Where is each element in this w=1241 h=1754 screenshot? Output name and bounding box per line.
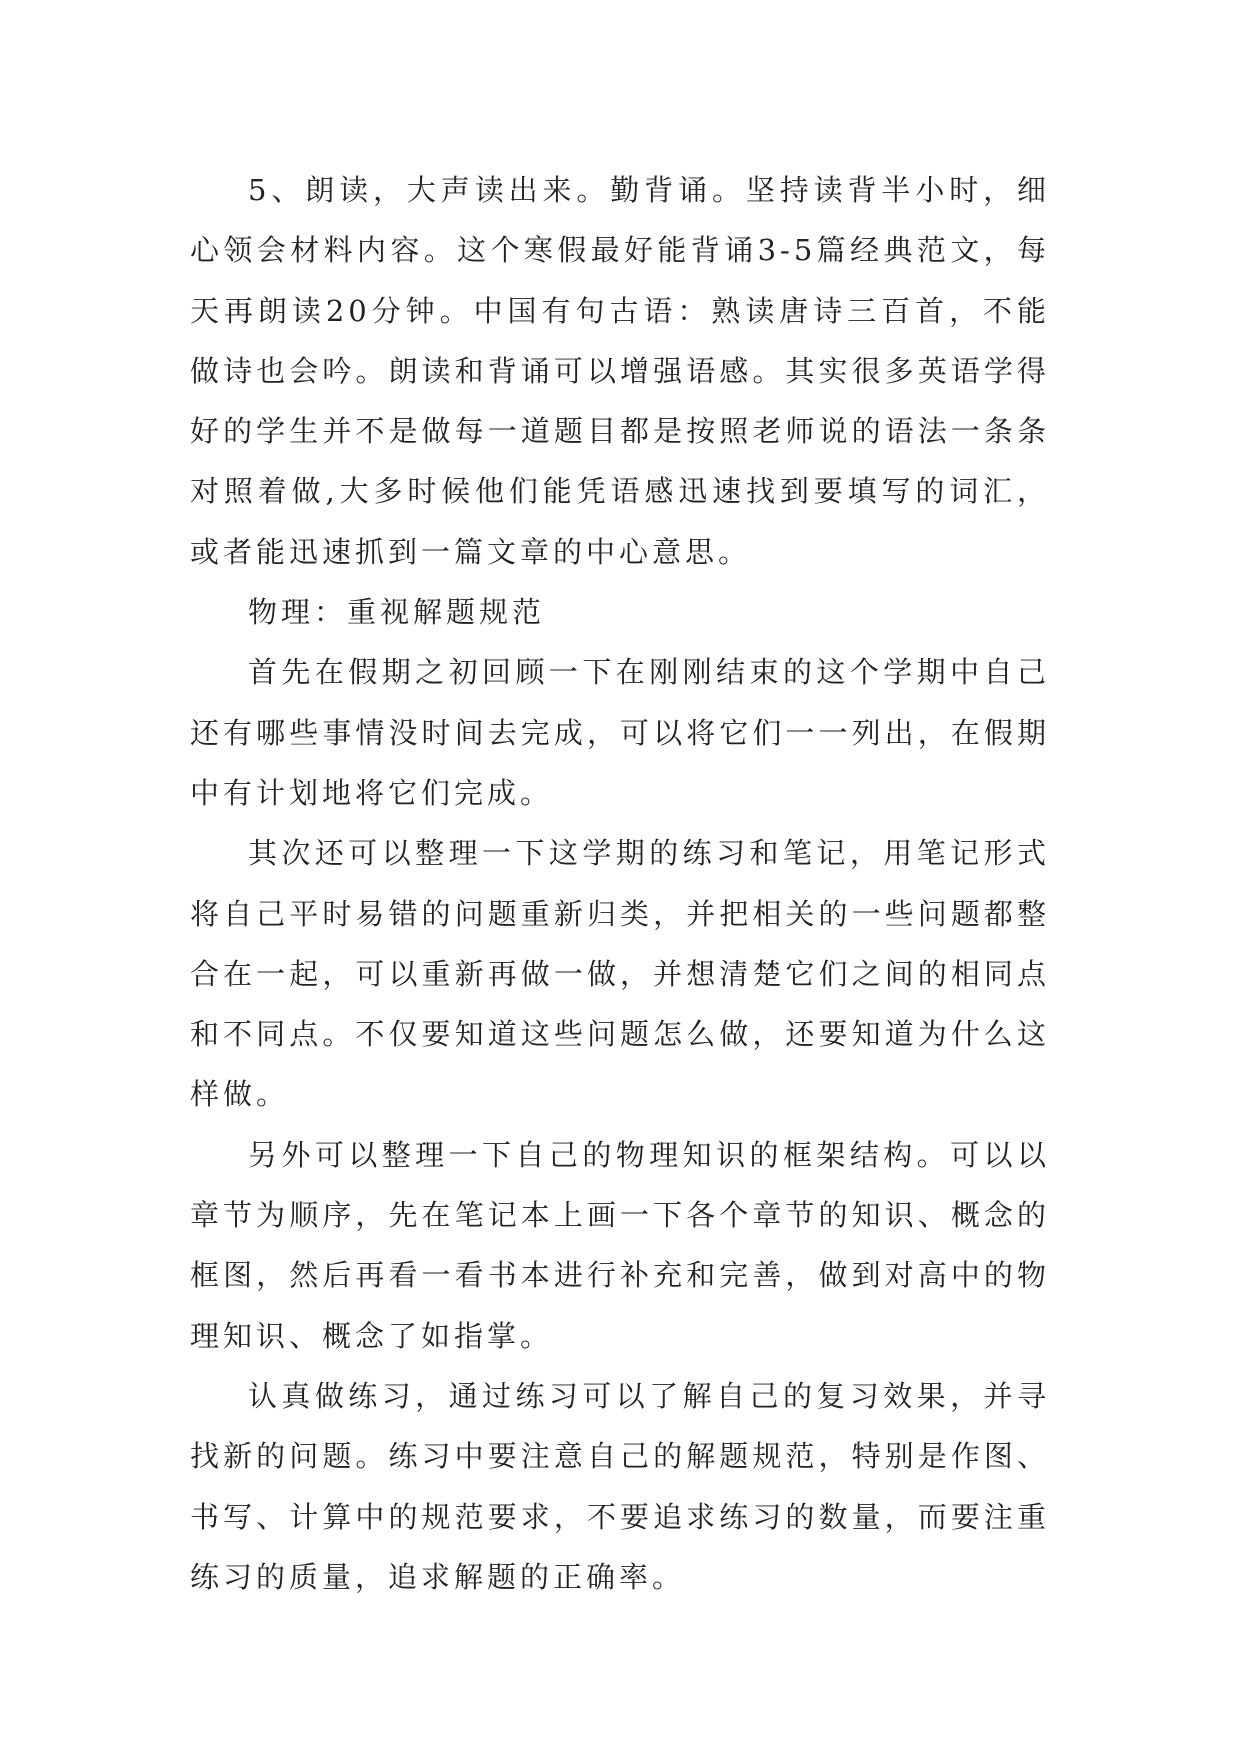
paragraph-organize-notes: 其次还可以整理一下这学期的练习和笔记，用笔记形式将自己平时易错的问题重新归类，并把相关的一些问题都整合在一起，可以重新再做一做，并想清楚它们之间的相同点和不同点。不仅要知道这些问题怎么做，还要知道为什么这样做。 [190, 836, 1050, 1112]
section-heading-physics: 物理：重视解题规范 [248, 595, 546, 630]
document-body [190, 160, 1050, 1607]
paragraph-practice: 认真做练习，通过练习可以了解自己的复习效果，并寻找新的问题。练习中要注意自己的解题规范，特别是作图、书写、计算中的规范要求，不要追求练习的数量，而要注重练习的质量，追求解题的正确率。 [190, 1378, 1050, 1594]
paragraph-reading-tips: 5、朗读，大声读出来。勤背诵。坚持读背半小时，细心领会材料内容。这个寒假最好能背诵3-5篇经典范文，每天再朗读20分钟。中国有句古语：熟读唐诗三百首，不能做诗也会吟。朗读和背诵可以增强语感。其实很多英语学得好的学生并不是做每一道题目都是按照老师说的语法一条条对照着做,大多时候他们能凭语感迅速找到要填写的词汇，或者能迅速抓到一篇文章的中心意思。 [190, 173, 1050, 569]
paragraph-knowledge-framework: 另外可以整理一下自己的物理知识的框架结构。可以以章节为顺序，先在笔记本上画一下各个章节的知识、概念的框图，然后再看一看书本进行补充和完善，做到对高中的物理知识、概念了如指掌。 [190, 1137, 1050, 1353]
paragraph-review-semester: 首先在假期之初回顾一下在刚刚结束的这个学期中自己还有哪些事情没时间去完成，可以将它们一一列出，在假期中有计划地将它们完成。 [190, 655, 1050, 810]
